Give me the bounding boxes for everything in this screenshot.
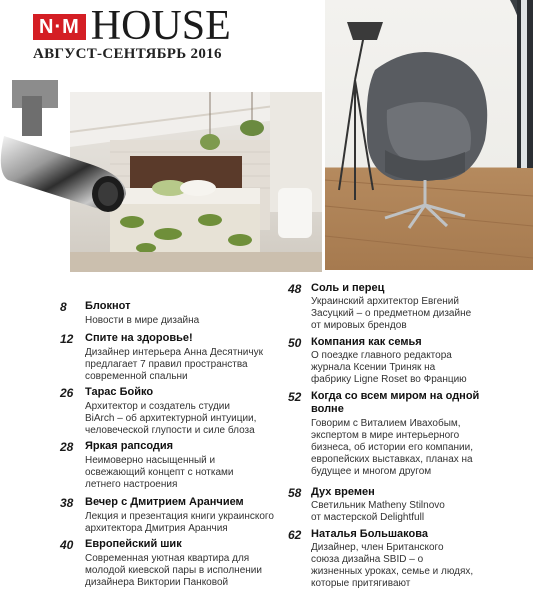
toc-desc-line: будущее и многом другом <box>311 466 432 477</box>
toc-title: Соль и перец <box>311 282 385 294</box>
toc-desc-line: человеческой глупости и силе блоза <box>85 425 255 436</box>
toc-page-number: 40 <box>60 538 74 552</box>
photo-egg-chair <box>325 0 533 270</box>
toc-page-number: 50 <box>288 336 302 350</box>
toc-desc-line: от мировых брендов <box>311 320 407 331</box>
toc-title: Наталья Большакова <box>311 528 428 540</box>
toc-desc-line: Неимоверно насыщенный и <box>85 455 216 466</box>
toc-desc-line: Дизайнер интерьера Анна Десятничук <box>85 347 263 358</box>
toc-desc-line: дизайнера Виктории Панковой <box>85 577 229 588</box>
magazine-logo <box>33 3 231 49</box>
toc-desc-line: Светильник Matheny Stilnovo <box>311 500 445 511</box>
egg-chair-illustration <box>325 0 533 270</box>
toc-title: Тарас Бойко <box>85 386 154 398</box>
toc-page-number: 8 <box>60 300 67 314</box>
toc-desc-line: фабрику Ligne Roset во Францию <box>311 374 467 385</box>
toc-desc-line: Новости в мире дизайна <box>85 315 200 326</box>
toc-desc-line: современной спальни <box>85 371 188 382</box>
toc-page-number: 48 <box>288 282 302 296</box>
toc-desc-line: Засуцкий – о предметном дизайне <box>311 308 472 319</box>
toc-desc-line: жизненных уроках, семье и людях, <box>311 566 474 577</box>
toc-page-number: 28 <box>60 440 74 454</box>
toc-desc-line: журнала Ксении Триняк на <box>311 362 436 373</box>
toc-desc-line: архитектора Дмитрия Аранчия <box>85 523 228 534</box>
logo-nm-badge: N·M <box>33 14 86 40</box>
toc-desc-line: О поездке главного редактора <box>311 350 452 361</box>
toc-title: Блокнот <box>85 300 131 312</box>
toc-page-number: 26 <box>60 386 74 400</box>
logo-house-text: HOUSE <box>90 3 231 49</box>
toc-desc-line: Дизайнер, член Британского <box>311 542 444 553</box>
toc-desc-line: Современная уютная квартира для <box>85 553 250 564</box>
toc-desc-line: Лекция и презентация книги украинского <box>85 511 274 522</box>
issue-date: АВГУСТ-СЕНТЯБРЬ 2016 <box>33 46 222 62</box>
toc-desc-line: бизнеса, об истории его компании, <box>311 442 473 453</box>
toc-title-line2: волне <box>311 403 344 415</box>
toc-desc-line: которые притягивают <box>311 578 411 589</box>
toc-page-number: 52 <box>288 390 302 404</box>
toc-desc-line: BiArch – об архитектурной интуиции, <box>85 413 257 424</box>
toc-title: Дух времен <box>311 486 375 498</box>
toc-desc-line: летнего настроения <box>85 479 178 490</box>
toc-page-number: 58 <box>288 486 302 500</box>
toc-page-number: 62 <box>288 528 302 542</box>
toc-desc-line: от мастерской Delightfull <box>311 512 425 523</box>
chrome-lamp-illustration <box>0 76 135 216</box>
toc-title: Европейский шик <box>85 538 182 550</box>
toc-title: Компания как семья <box>311 336 422 348</box>
photo-chrome-lamp <box>0 76 135 216</box>
toc-desc-line: европейских выставках, планах на <box>311 454 473 465</box>
toc-desc-line: освежающий концепт с нотками <box>85 467 234 478</box>
toc-desc-line: Украинский архитектор Евгений <box>311 296 459 307</box>
toc-title: Когда со всем миром на одной <box>311 390 480 402</box>
toc-page-number: 38 <box>60 496 74 510</box>
toc-page-number: 12 <box>60 332 74 346</box>
toc-desc-line: Говорим с Виталием Ивахобым, <box>311 418 461 429</box>
toc-title: Яркая рапсодия <box>85 440 174 452</box>
toc-desc-line: молодой киевской пары в исполнении <box>85 565 262 576</box>
toc-title: Вечер с Дмитрием Аранчием <box>85 496 244 508</box>
toc-title: Спите на здоровье! <box>85 332 193 344</box>
toc-desc-line: союза дизайна SBID – о <box>311 554 424 565</box>
toc-desc-line: экспертом в мире интерьерного <box>311 430 460 441</box>
toc-desc-line: предлагает 7 правил пространства <box>85 359 248 370</box>
toc-desc-line: Архитектор и создатель студии <box>85 401 230 412</box>
